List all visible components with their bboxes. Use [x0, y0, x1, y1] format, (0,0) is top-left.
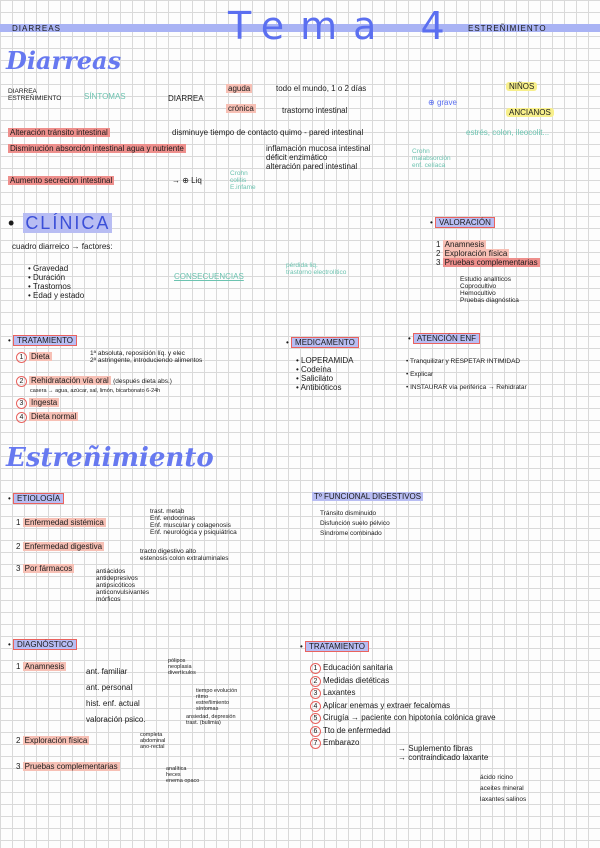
list-item: • Edad y estado — [28, 291, 85, 300]
tratamiento-d-heading: • TRATAMIENTO — [8, 336, 77, 345]
list-item: pérdida liq. — [286, 262, 318, 269]
list-item: tracto digestivo alto — [140, 548, 197, 555]
list-item: síntomas — [196, 706, 219, 712]
list-item: antiácidos — [96, 568, 126, 575]
list-item: enema opaco — [166, 778, 200, 784]
list-item: enf. celíaca — [412, 162, 446, 169]
tratamiento-e-heading: • TRATAMIENTO — [300, 642, 369, 651]
list-item: → contraindicado laxante — [398, 753, 489, 762]
list-item: Tránsito disminuido — [320, 510, 377, 517]
list-item: hist. enf. actual — [86, 699, 140, 708]
diagnostico-a-list — [86, 664, 146, 728]
diagnostico-a: 1 Anamnesis — [16, 662, 65, 671]
atencion-list — [406, 358, 527, 391]
list-item: inflamación mucosa intestinal — [266, 144, 371, 153]
cronica-desc: trastorno intestinal — [282, 106, 348, 115]
diagnostico-heading: • DIAGNÓSTICO — [8, 640, 77, 649]
list-item: • Explicar — [406, 371, 434, 378]
list-item: completa — [140, 732, 163, 738]
list-item: valoración psico. — [86, 715, 146, 724]
list-item: tiempo evolución — [196, 688, 238, 694]
def-label: DIARREA ESTREÑIMIENTO — [8, 88, 62, 102]
list-item: ant. personal — [86, 683, 133, 692]
page-title: Tema 4 — [228, 4, 461, 48]
alt2-list — [266, 144, 371, 171]
etiologia-e2-sub — [140, 548, 229, 562]
list-item: ritmo — [196, 694, 209, 700]
list-item: ano-rectal — [140, 744, 165, 750]
list-item: Síndrome combinado — [320, 530, 382, 537]
list-item: 4 Aplicar enemas y extraer fecalomas — [310, 700, 496, 713]
ninos-badge: NIÑOS — [506, 82, 537, 91]
list-item: • Duración — [28, 273, 66, 282]
list-item: Crohn — [412, 148, 430, 155]
list-item: neoplasia — [168, 664, 192, 670]
grave-label: ⊕ grave — [428, 98, 457, 107]
sintomas-label: SÍNTOMAS — [84, 92, 126, 101]
cronica-label: crónica — [228, 104, 254, 113]
list-item: → Suplemento fibras — [398, 744, 473, 753]
list-item: malabsorción — [412, 155, 451, 162]
trat-d-item-4: 4 Dieta normal — [16, 412, 78, 423]
list-item: • Trastornos — [28, 282, 71, 291]
diagnostico-b: 2 Exploración física — [16, 736, 88, 745]
list-item: 5 Cirugía → paciente con hipotonía colónica grave — [310, 712, 496, 725]
list-item: 1 Anamnesis — [436, 240, 485, 249]
etiologia-e3: 3 Por fármacos — [16, 564, 73, 573]
list-item: déficit enzimático — [266, 153, 328, 162]
funcional-heading: Tº FUNCIONAL DIGESTIVOS — [314, 492, 422, 501]
list-item: 3 Laxantes — [310, 687, 496, 700]
valoracion-list — [436, 240, 540, 267]
alt3-side — [230, 170, 256, 191]
trat-d-item-2-sub: casera → agua, azúcar, sal, limón, bicarbonato 6-24h — [30, 388, 161, 394]
list-item: Enf. neurológica y psiquiátrica — [150, 529, 237, 536]
list-item: 2 Medidas dietéticas — [310, 675, 496, 688]
alt3-label: Aumento secreción intestinal — [10, 176, 113, 185]
aguda-desc: todo el mundo, 1 o 2 días — [276, 84, 367, 93]
etiologia-heading: • ETIOLOGÍA — [8, 494, 64, 503]
diarrea-label: DIARREA — [168, 94, 204, 103]
clinica-heading: • CLÍNICA — [8, 213, 111, 233]
estrenimiento-heading: Estreñimiento — [6, 443, 214, 473]
list-item: Estudio analíticos — [460, 276, 511, 283]
valoracion-heading: • VALORACIÓN — [430, 218, 495, 227]
list-item: E.infame — [230, 184, 256, 191]
list-item: • Salicilato — [296, 374, 334, 383]
list-item: 2ª astringente, introduciendo alimentos — [90, 357, 203, 364]
list-item: anticonvulsivantes — [96, 589, 150, 596]
diagnostico-a-sub3 — [196, 688, 237, 712]
list-item: 3 Pruebas complementarias — [436, 258, 538, 267]
diagnostico-a-sub4 — [186, 714, 236, 726]
list-item: Pruebas diagnóstica — [460, 297, 519, 304]
list-item: Crohn — [230, 170, 248, 177]
alt2-side — [412, 148, 451, 169]
header-left: DIARREAS — [12, 24, 61, 33]
factores-list — [28, 264, 84, 300]
list-item: aceites mineral — [480, 785, 524, 792]
diarreas-heading: Diarreas — [6, 46, 122, 75]
header-right: ESTREÑIMIENTO — [468, 24, 547, 33]
list-item: 1 Educación sanitaria — [310, 662, 496, 675]
list-item: estenosis colon extraluminales — [140, 555, 229, 562]
list-item: divertículos — [168, 670, 196, 676]
list-item: 7 Embarazo — [310, 737, 496, 750]
diagnostico-c: 3 Pruebas complementarias — [16, 762, 118, 771]
embarazo-sub2 — [480, 772, 526, 805]
consecuencias-label: CONSECUENCIAS — [174, 272, 244, 281]
alt3-mid: → ⊕ Liq — [172, 176, 202, 185]
list-item: ant. familiar — [86, 667, 128, 676]
atencion-heading: • ATENCIÓN ENF — [408, 334, 480, 343]
list-item: • INSTAURAR vía periférica → Rehidratar — [406, 384, 527, 391]
list-item: 2 Exploración física — [436, 249, 508, 258]
list-item: Enf. endocrinas — [150, 515, 196, 522]
list-item: laxantes salinos — [480, 796, 527, 803]
cuadro-label: cuadro diarreico → factores: — [12, 242, 113, 251]
tratamiento-e-list — [310, 662, 496, 750]
list-item: antidepresivos — [96, 575, 138, 582]
trat-d-item-1: 1 Dieta — [16, 352, 52, 363]
list-item: • Gravedad — [28, 264, 69, 273]
etiologia-e2: 2 Enfermedad digestiva — [16, 542, 103, 551]
list-item: • Tranquilizar y RESPETAR INTIMIDAD — [406, 358, 521, 365]
list-item: trast. metab — [150, 508, 185, 515]
list-item: colitis — [230, 177, 247, 184]
list-item: Enf. muscular y colagenosis — [150, 522, 231, 529]
list-item: analítica — [166, 766, 187, 772]
medicamento-list — [296, 356, 354, 392]
list-item: Hemocultivo — [460, 290, 496, 297]
list-item: • Codeína — [296, 365, 332, 374]
list-item: pólipos — [168, 658, 186, 664]
list-item: trast. (bulimia) — [186, 720, 221, 726]
etiologia-e1-sub — [150, 508, 237, 536]
list-item: heces — [166, 772, 181, 778]
alt1-desc: disminuye tiempo de contacto quimo - pared intestinal — [172, 128, 364, 137]
consecuencias-list — [286, 262, 346, 276]
list-item: Coprocultivo — [460, 283, 497, 290]
list-item: 6 Tto de enfermedad — [310, 725, 496, 738]
diagnostico-a-sub1 — [168, 658, 196, 676]
list-item: • LOPERAMIDA — [296, 356, 354, 365]
list-item: estreñimiento — [196, 700, 230, 706]
diagnostico-b-sub — [140, 732, 165, 750]
list-item: Disfunción suelo pélvico — [320, 520, 390, 527]
ancianos-badge: ANCIANOS — [506, 108, 554, 117]
list-item: ansiedad, depresión — [186, 714, 236, 720]
trat-d-item-2: 2 Rehidratación vía oral (después dieta abs.) — [16, 376, 172, 387]
list-item: antipsicóticos — [96, 582, 136, 589]
list-item: abdominal — [140, 738, 166, 744]
list-item: 1ª absoluta, reposición líq. y elec — [90, 350, 185, 357]
extra-causes: estrés, colon, ileocolit... — [466, 128, 550, 137]
list-item: alteración pared intestinal — [266, 162, 358, 171]
list-item: ácido ricino — [480, 774, 513, 781]
diagnostico-c-sub — [166, 766, 199, 784]
alt2-label: Disminución absorción intestinal agua y nutriente — [10, 144, 184, 153]
trat-d-item-1-sub — [90, 350, 202, 364]
medicamento-heading: • MEDICAMENTO — [286, 338, 359, 347]
embarazo-sub — [398, 744, 488, 762]
list-item: trastorno electrolítico — [286, 269, 347, 276]
funcional-list — [320, 510, 390, 537]
valoracion-sub — [460, 276, 519, 304]
aguda-label: aguda — [228, 84, 251, 93]
etiologia-e1: 1 Enfermedad sistémica — [16, 518, 104, 527]
list-item: mórficos — [96, 596, 121, 603]
list-item: • Antibióticos — [296, 383, 342, 392]
trat-d-item-3: 3 Ingesta — [16, 398, 59, 409]
etiologia-e3-sub — [96, 568, 149, 603]
alt1-label: Alteración tránsito intestinal — [10, 128, 108, 137]
